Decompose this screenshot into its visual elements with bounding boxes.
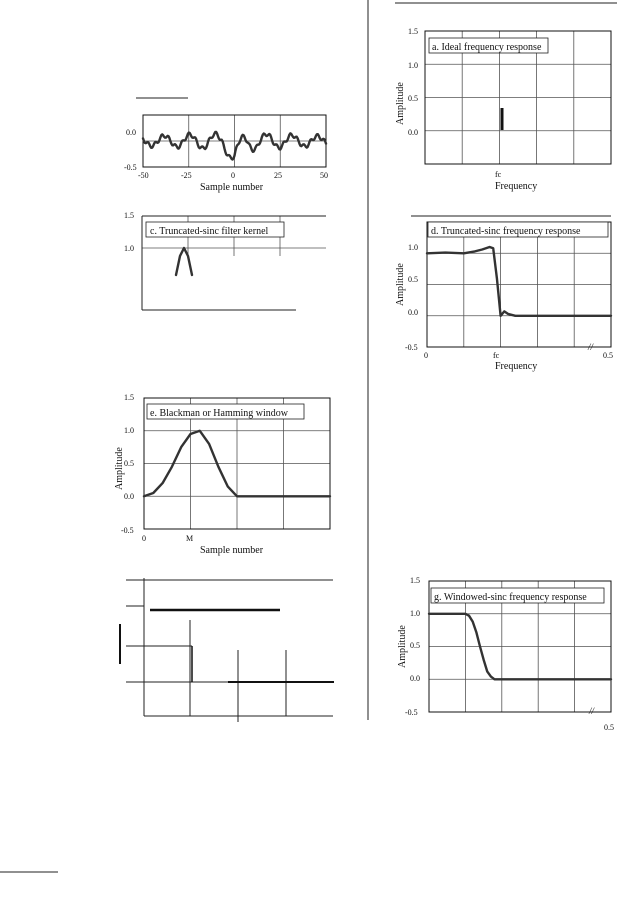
chart-title: a. Ideal frequency response xyxy=(432,42,542,53)
chart-a-ideal-frequency-response xyxy=(395,27,611,192)
y-tick-label: 1.0 xyxy=(410,609,420,618)
x-axis-label: Frequency xyxy=(495,361,538,372)
chart-title: c. Truncated-sinc filter kernel xyxy=(150,226,269,237)
x-tick-label: 25 xyxy=(274,171,282,180)
y-tick-label: 1.5 xyxy=(410,576,420,585)
x-axis-label: Sample number xyxy=(200,545,264,556)
chart-c-truncated-sinc-kernel xyxy=(124,211,326,310)
chart-d-truncated-sinc-frequency-response xyxy=(395,216,613,372)
x-tick-label: M xyxy=(186,534,194,543)
x-tick-label: 0 xyxy=(424,351,428,360)
chart-g-windowed-sinc-frequency-response xyxy=(397,576,614,732)
y-tick-label: -0.5 xyxy=(121,526,134,535)
y-tick-label: -0.5 xyxy=(124,163,137,172)
y-tick-label: 1.0 xyxy=(408,243,418,252)
x-tick-label: 0.5 xyxy=(603,351,613,360)
x-tick-label: fc xyxy=(493,351,500,360)
y-tick-label: 0.0 xyxy=(408,308,418,317)
y-axis-label: Amplitude xyxy=(395,263,406,306)
response-curve xyxy=(427,247,611,316)
x-tick-label: 0.5 xyxy=(604,723,614,732)
x-tick-label: fc xyxy=(495,170,502,179)
x-tick-label: 50 xyxy=(320,171,328,180)
y-axis-label: Amplitude xyxy=(395,82,406,125)
y-tick-label: 0.5 xyxy=(408,275,418,284)
kernel-peak xyxy=(176,248,192,275)
chart-title: d. Truncated-sinc frequency response xyxy=(431,226,581,237)
y-tick-label: 1.0 xyxy=(124,426,134,435)
axis-break-mark: // xyxy=(588,342,594,352)
y-tick-label: 1.0 xyxy=(408,61,418,70)
y-tick-label: -0.5 xyxy=(405,708,418,717)
chart-e-window xyxy=(114,393,330,556)
y-tick-label: 0.5 xyxy=(410,641,420,650)
x-axis-label: Frequency xyxy=(495,181,538,192)
y-tick-label: 0.5 xyxy=(124,459,134,468)
x-tick-label: -25 xyxy=(181,171,192,180)
y-axis-label: Amplitude xyxy=(397,625,408,668)
y-tick-label: 1.0 xyxy=(124,244,134,253)
x-tick-label: 0 xyxy=(231,171,235,180)
y-tick-label: 0.0 xyxy=(408,128,418,137)
y-axis-label: Amplitude xyxy=(114,447,125,490)
x-tick-label: -50 xyxy=(138,171,149,180)
y-tick-label: 1.5 xyxy=(124,393,134,402)
chart-f-windowed-sinc-kernel xyxy=(120,578,334,722)
chart-title: e. Blackman or Hamming window xyxy=(150,408,289,419)
y-tick-label: -0.5 xyxy=(405,343,418,352)
y-tick-label: 1.5 xyxy=(124,211,134,220)
y-tick-label: 0.0 xyxy=(410,674,420,683)
chart-top-left-kernel xyxy=(124,98,328,193)
chart-title: g. Windowed-sinc frequency response xyxy=(434,592,587,603)
y-tick-label: 0.0 xyxy=(124,492,134,501)
axis-break-mark: // xyxy=(589,706,595,716)
y-tick-label: 0.5 xyxy=(408,94,418,103)
x-tick-label: 0 xyxy=(142,534,146,543)
y-tick-label: 1.5 xyxy=(408,27,418,36)
y-tick-label: 0.0 xyxy=(126,128,136,137)
x-axis-label: Sample number xyxy=(200,182,264,193)
